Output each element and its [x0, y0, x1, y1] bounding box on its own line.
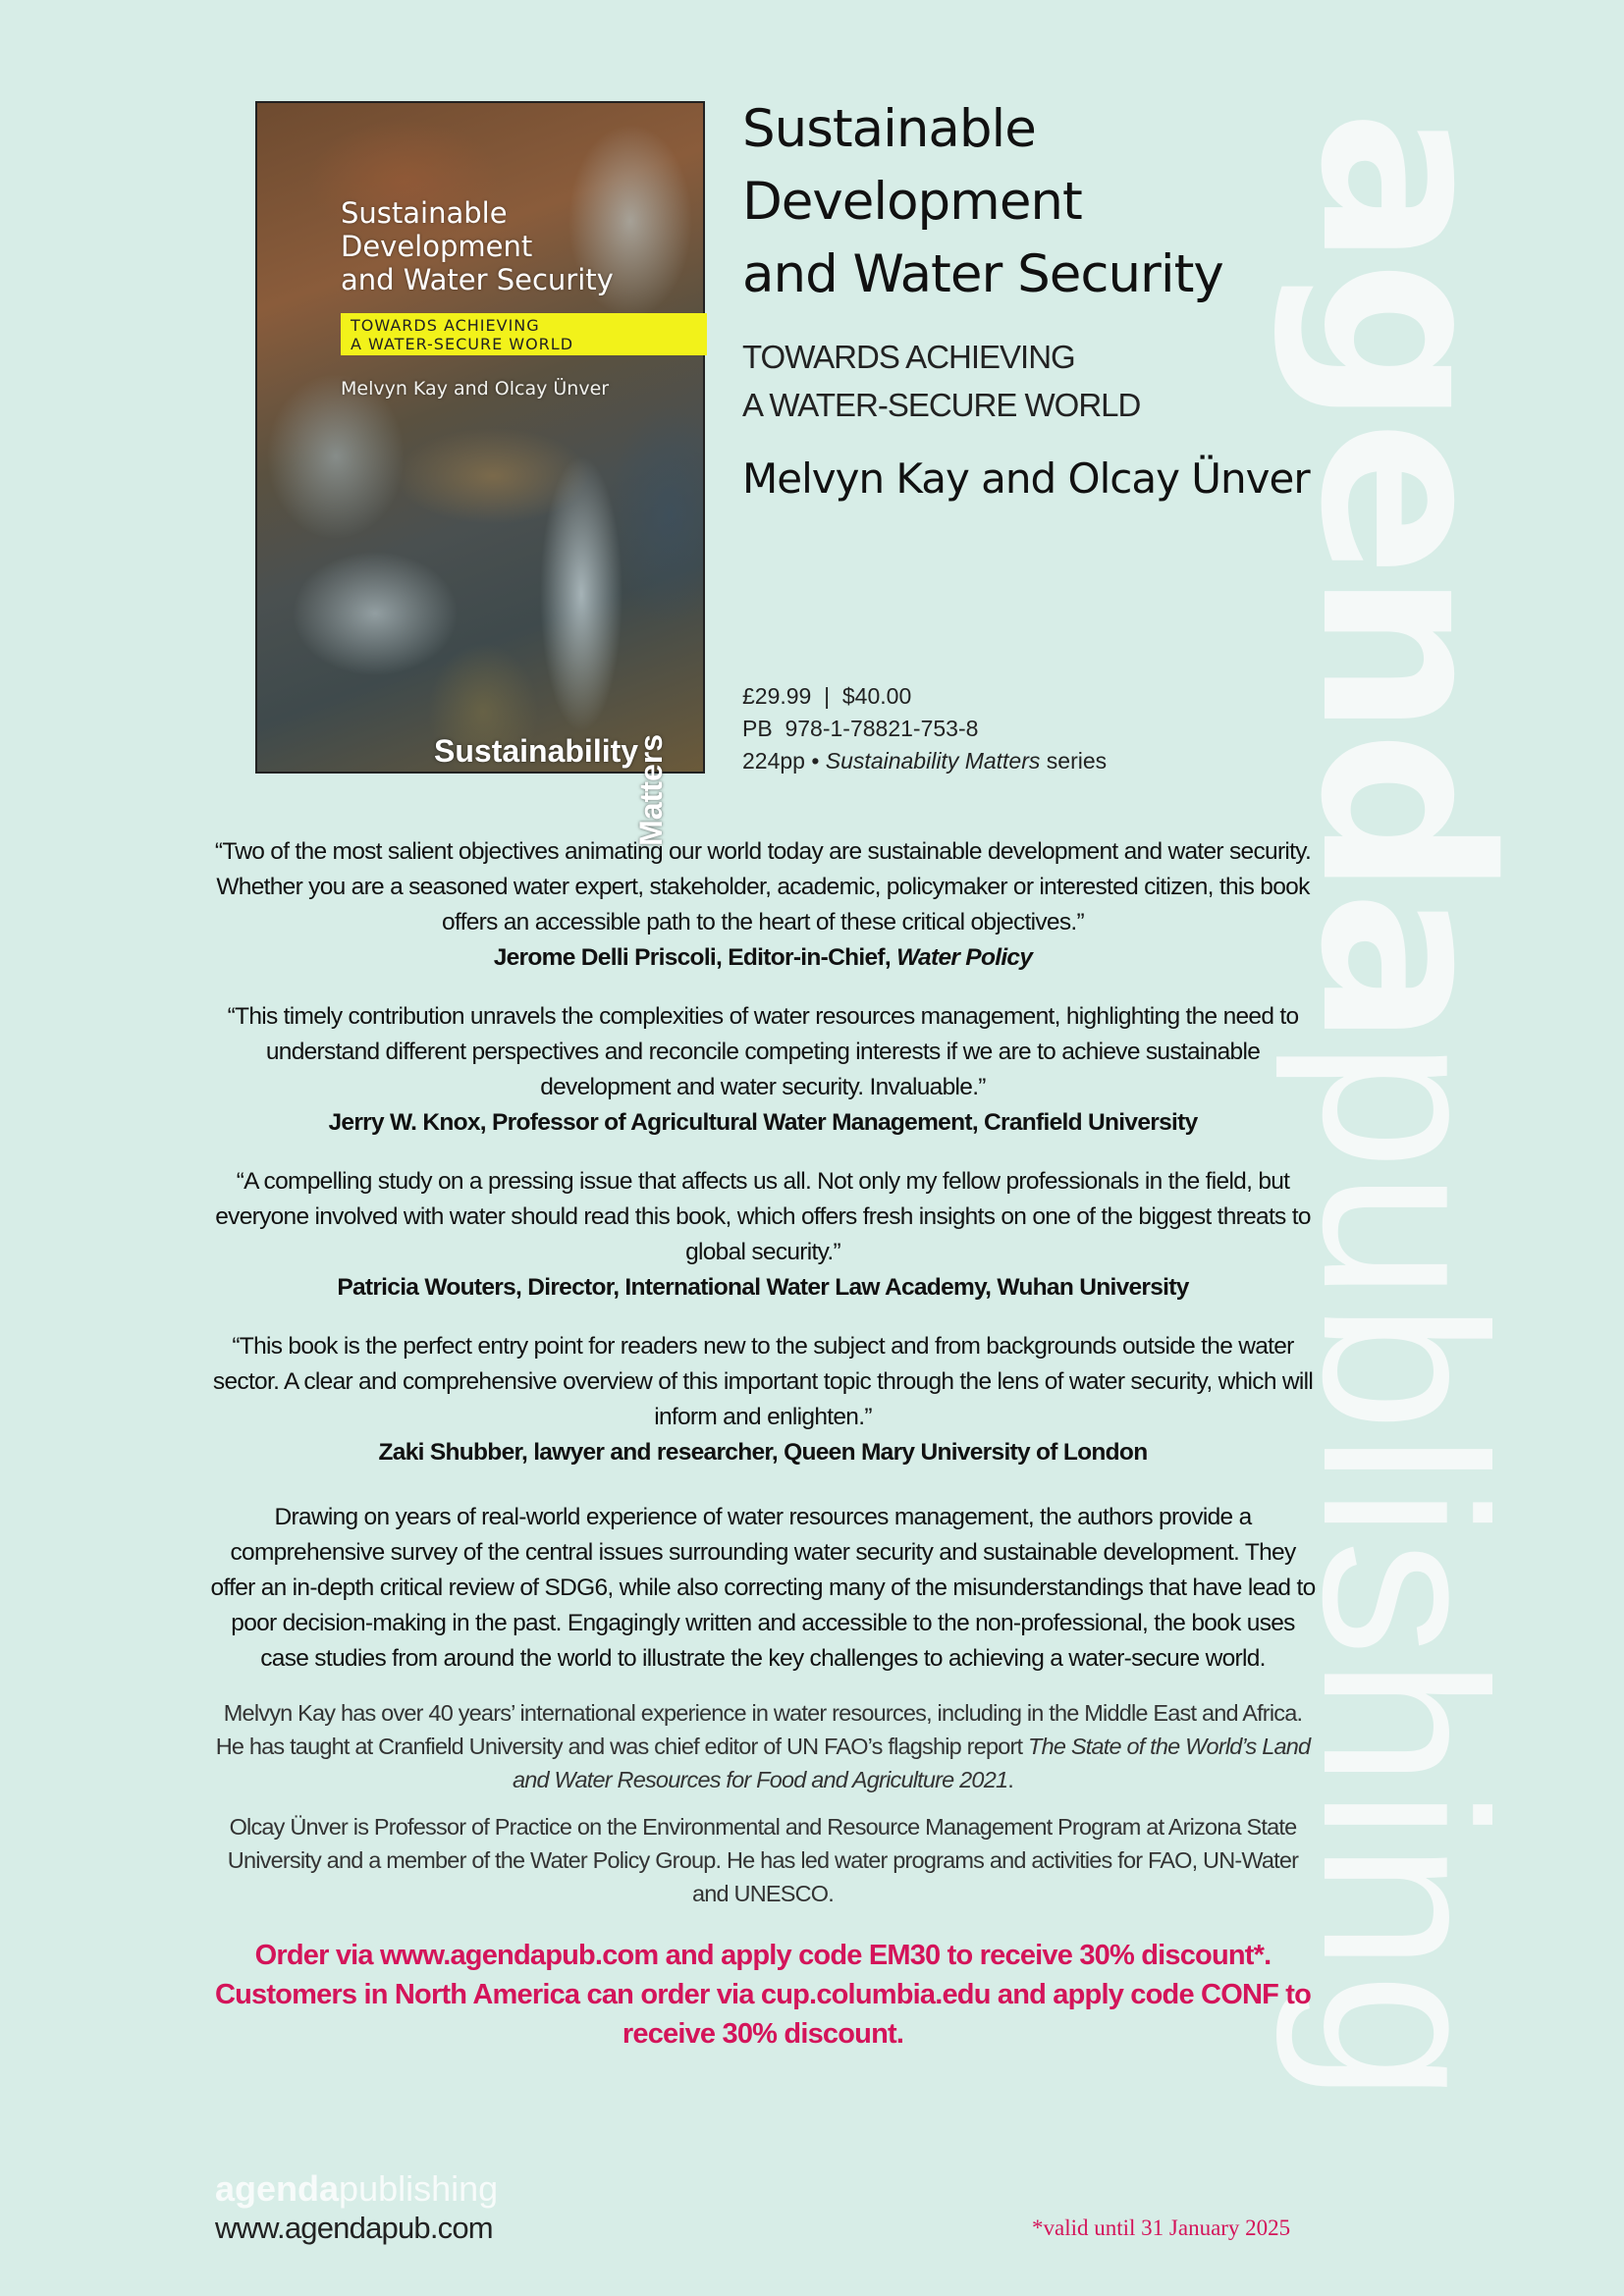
book-meta — [742, 680, 1107, 777]
endorsement-quote — [208, 1164, 1318, 1306]
bio-report-title: The State of the World’s Land and Water Resources for Food and Agriculture 2021 — [513, 1734, 1311, 1792]
quote-attribution: Patricia Wouters, Director, International Water Law Academy, Wuhan University — [337, 1274, 1189, 1301]
book-description: Drawing on years of real-world experience of water resources management, the authors provide a comprehensive survey of the central issues surrounding water security and sustainable development. They offer an in-depth critical review of SDG6, while also correcting many of the misunderstandings that have lead to poor decision-making in the past. Engagingly written and accessible to the non-professional, the book uses case studies from around the world to illustrate the key challenges to achieving a water-secure world. — [210, 1504, 1316, 1672]
bio-text: Melvyn Kay has over 40 years’ international experience in water resources, including in the Middle East and Africa. He has taught at Cranfield University and was chief editor of UN FAO’s flagship report — [215, 1700, 1303, 1759]
bio-suffix: . — [1007, 1767, 1013, 1792]
book-series-name: Sustainability Matters — [825, 748, 1041, 774]
endorsement-quote — [208, 1329, 1318, 1470]
quote-text: “Two of the most salient objectives animating our world today are sustainable development and water security. Whether you are a seasoned water expert, stakeholder, academic, policymaker or interested citizen, this book offers an accessible path to the heart of these critical objectives.” — [214, 838, 1312, 935]
cover-subtitle-band — [341, 313, 707, 355]
quote-attribution: Zaki Shubber, lawyer and researcher, Queen Mary University of London — [378, 1439, 1148, 1466]
book-authors: Melvyn Kay and Olcay Ünver — [742, 454, 1310, 503]
publisher-logo — [215, 2168, 498, 2210]
book-subtitle — [742, 333, 1331, 429]
book-pages-series — [742, 745, 1107, 777]
cover-series-matters — [633, 734, 670, 846]
cover-subtitle-line: A WATER-SECURE WORLD — [351, 335, 574, 353]
book-price: £29.99 | $40.00 — [742, 683, 912, 709]
book-pages: 224pp • — [742, 748, 826, 774]
offer-validity-note: *valid until 31 January 2025 — [1032, 2216, 1291, 2240]
quote-attribution-name: Jerome Delli Priscoli, Editor-in-Chief, — [493, 944, 897, 971]
book-title — [742, 93, 1331, 311]
author-bio-kay — [208, 1696, 1318, 1796]
author-bio-unver: Olcay Ünver is Professor of Practice on the Environmental and Resource Management Program at Arizona State University and a member of the Water Policy Group. He has led water programs and activities for FAO, UN-Water and UNESCO. — [227, 1814, 1299, 1906]
quote-text: “A compelling study on a pressing issue that affects us all. Not only my fellow professionals in the field, but everyone involved with water should read this book, which offers fresh insights on one of the biggest threats to global security.” — [215, 1168, 1311, 1265]
quote-attribution: Jerry W. Knox, Professor of Agricultural Water Management, Cranfield University — [328, 1109, 1198, 1136]
quote-attribution-publication: Water Policy — [896, 944, 1033, 971]
cover-series-matters-text: Matters — [633, 734, 669, 846]
quote-text: “This book is the perfect entry point for readers new to the subject and from backgrounds outside the water sector. A clear and comprehensive overview of this important topic through the lens of water security, which will inform and enlighten.” — [212, 1333, 1314, 1430]
book-cover-image — [255, 101, 705, 846]
main-content — [208, 834, 1318, 2054]
book-isbn: PB 978-1-78821-753-8 — [742, 716, 979, 741]
logo-bold: agenda — [215, 2168, 340, 2209]
endorsement-quote — [208, 999, 1318, 1141]
quote-text: “This timely contribution unravels the complexities of water resources management, highlighting the need to understand different perspectives and reconcile competing interests if we are to achieve sustainable development and water security. Invaluable.” — [227, 1003, 1299, 1100]
book-title-line: and Water Security — [742, 244, 1223, 304]
book-subtitle-line: TOWARDS ACHIEVING — [742, 339, 1075, 375]
cover-title — [341, 196, 614, 296]
book-info — [742, 93, 1331, 503]
cover-subtitle-line: TOWARDS ACHIEVING — [351, 316, 540, 335]
publisher-url-link[interactable]: www.agendapub.com — [215, 2211, 493, 2245]
quote-attribution — [208, 940, 1318, 976]
book-title-line: Sustainable — [742, 99, 1036, 159]
order-discount-cta: Order via www.agendapub.com and apply code EM30 to receive 30% discount*. Customers in North America can order via cup.columbia.edu and apply code CONF to receive 30% discount. — [214, 1940, 1312, 2050]
endorsement-quote — [208, 834, 1318, 976]
cover-series-sustainability: Sustainability — [434, 733, 639, 769]
logo-light: publishing — [339, 2168, 499, 2209]
book-subtitle-line: A WATER-SECURE WORLD — [742, 387, 1141, 423]
book-series-suffix: series — [1040, 748, 1108, 774]
cover-title-line: Development — [341, 230, 533, 263]
cover-authors: Melvyn Kay and Olcay Ünver — [341, 378, 610, 400]
cover-title-line: Sustainable — [341, 196, 508, 230]
cover-title-line: and Water Security — [341, 263, 614, 296]
watermark-bold: agenda — [1270, 110, 1540, 1041]
watermark-light: publishing — [1274, 1041, 1534, 2105]
book-title-line: Development — [742, 172, 1082, 232]
